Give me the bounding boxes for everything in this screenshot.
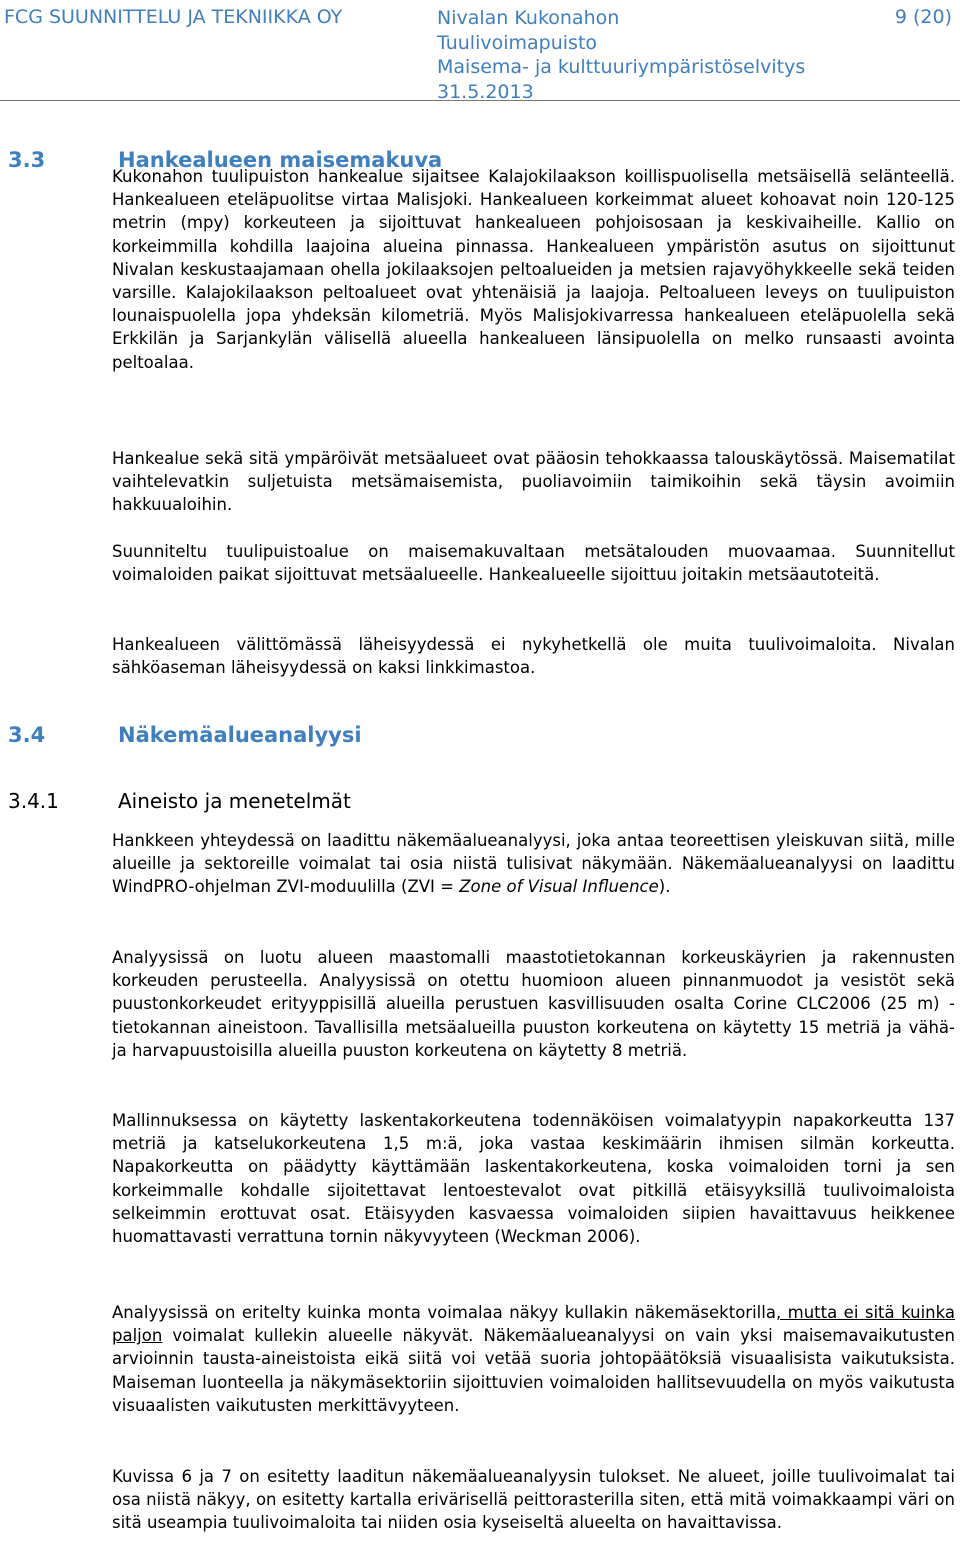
paragraph: Suunniteltu tuulipuistoalue on maisemakuvaltaan metsätalouden muovaamaa. Suunnitellut voimaloiden paikat sijoittuvat metsäalueelle. Hankealueelle sijoittuu joitakin metsäautoteitä. — [112, 542, 955, 585]
paragraph: Kukonahon tuulipuiston hankealue sijaitsee Kalajokilaakson koillispuolisella metsäisellä selänteellä. Hankealueen eteläpuolitse virtaa Malisjoki. Hankealueen korkeimmat alueet kohoavat noin 120-125 metrin (mpy) korkeuteen ja sijoittuvat hankealueen pohjoisosaan ja keskivaiheille. Kallio on korkeimmilla kohdilla laajoina alueina pinnassa. Hankealueen ympäristön asutus on sijoittunut Nivalan keskustaajamaan ohella jokilaaksojen peltoalueiden ja metsien rajavyöhykkeelle sekä teiden varsille. Kalajokilaakson peltoalueet ovat yhtenäisiä ja laajoja. Peltoalueen leveys on tuulipuiston lounaispuolella jopa yhdeksän kilometriä. Myös Malisjokivarressa hankealueen eteläpuolella sekä Erkkilän ja Sarjankylän välisellä alueella hankealueen länsipuolella on melko runsaasti avointa peltoalaa. — [112, 167, 955, 372]
header-divider — [0, 100, 960, 101]
subsection-number: 3.4.1 — [8, 789, 59, 813]
section-number: 3.3 — [8, 148, 46, 172]
paragraph: Hankkeen yhteydessä on laadittu näkemäalueanalyysi, joka antaa teoreettisen yleiskuvan siitä, mille alueille ja sektoreille voimalat tai osia niistä tulisivat näkymään. Näkemäalueanalyysi on laadittu WindPRO-ohjelman ZVI-moduulilla (ZVI = Zone of Visual Influence). — [112, 831, 955, 897]
underlined-text: , mutta ei sitä kuinka paljon — [112, 1303, 955, 1346]
project-name: Nivalan Kukonahon — [437, 7, 620, 29]
paragraph: Hankealueen välittömässä läheisyydessä ei nykyhetkellä ole muita tuulivoimaloita. Nivalan sähköaseman läheisyydessä on kaksi linkkimastoa. — [112, 635, 955, 678]
paragraph: Mallinnuksessa on käytetty laskentakorkeutena todennäköisen voimalatyypin napakorkeutta 137 metriä ja katselukorkeutena 1,5 m:ä, joka vastaa keskimäärin ihmisen silmän korkeutta. Napakorkeutta on päädytty käyttämään laskentakorkeutena, koska voimaloiden torni ja sen korkeimmalle kohdalle sijoitettavat lentoestevalot ovat pitkillä etäisyyksillä tuulivoimaloista selkeimmin erottuvat osat. Etäisyyden kasvaessa voimaloiden siipien havaittavuus heikkenee huomattavasti verrattuna tornin näkyvyyteen (Weckman 2006). — [112, 1111, 955, 1247]
paragraph: Analyysissä on luotu alueen maastomalli maastotietokannan korkeuskäyrien ja rakennusten korkeuden perusteella. Analyysissä on otettu huomioon alueen pinnanmuodot ja vesistöt sekä puustonkorkeudet erityyppisillä alueilla perustuen kasvillisuuden osalta Corine CLC2006 (25 m) -tietokannan aineistoon. Tavallisilla metsäalueilla puuston korkeutena on käytetty 15 metriä ja vähä- ja harvapuustoisilla alueilla puuston korkeutena on käytetty 8 metriä. — [112, 948, 955, 1060]
company-name: FCG SUUNNITTELU JA TEKNIIKKA OY — [4, 6, 343, 28]
paragraph: Hankealue sekä sitä ympäröivät metsäalueet ovat pääosin tehokkaassa talouskäytössä. Maisematilat vaihtelevatkin suljetuista metsämaisemista, puoliavoimiin taimikoihin sekä täysin avoimiin hakkuualoihin. — [112, 449, 955, 515]
section-title: Hankealueen maisemakuva — [118, 148, 443, 172]
report-title: Maisema- ja kulttuuriympäristöselvitys — [437, 56, 806, 78]
project-type: Tuulivoimapuisto — [437, 31, 598, 54]
section-title: Näkemäalueanalyysi — [118, 723, 362, 747]
subsection-title: Aineisto ja menetelmät — [118, 789, 351, 813]
italic-term: Zone of Visual Influence — [459, 877, 659, 897]
page-number: 9 (20) — [894, 6, 952, 28]
page-header — [0, 0, 960, 102]
document-info — [437, 6, 805, 104]
paragraph: Kuvissa 6 ja 7 on esitetty laaditun näkemäalueanalyysin tulokset. Ne alueet, joille tuulivoimalat tai osa niistä näkyy, on esitetty kartalla erivärisellä peittorasterilla siten, että mitä voimakkaampi väri on sitä useampia tuulivoimaloita tai niiden osia kyseiseltä alueelta on havaittavissa. — [112, 1467, 955, 1533]
report-date: 31.5.2013 — [437, 80, 534, 103]
paragraph: Analyysissä on eritelty kuinka monta voimalaa näkyy kullakin näkemäsektorilla, mutta ei sitä kuinka paljon voimalat kullekin alueelle näkyvät. Näkemäalueanalyysi on vain yksi maisemavaikutusten arvioinnin tausta-aineistoista eikä siitä voi vetää suoria johtopäätöksiä visuaalisista vaikutuksista. Maiseman luonteella ja näkymäsektoriin sijoittuvien voimaloiden hallitsevuudella on myös vaikutusta visuaalisten vaikutusten merkittävyyteen. — [112, 1303, 955, 1415]
section-number: 3.4 — [8, 723, 46, 747]
